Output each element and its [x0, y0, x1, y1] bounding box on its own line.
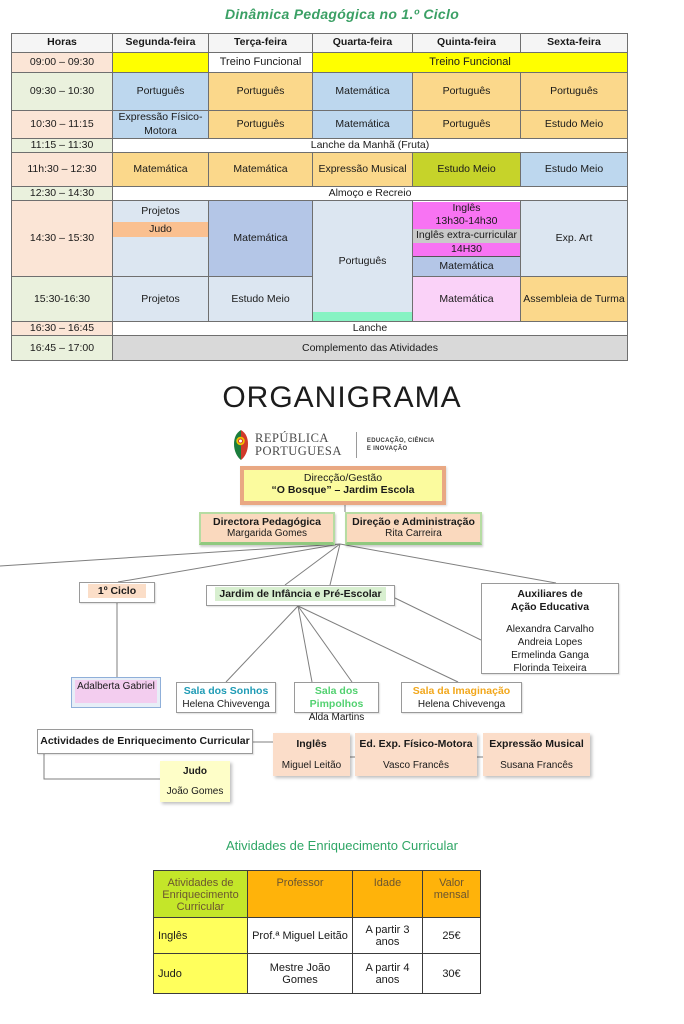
logo-line2: PORTUGUESA [255, 444, 342, 458]
directora-pedagogica-box [199, 512, 335, 545]
time-0930: 09:30 – 10:30 [12, 73, 113, 111]
cell-mon-projetos: Projetos [141, 205, 180, 218]
auxiliares-title-line2: Ação Educativa [510, 601, 590, 613]
cell-fri-1530: Assembleia de Turma [521, 277, 628, 322]
ed-exp-fisico-motora-title: Ed. Exp. Físico-Motora [359, 738, 473, 750]
auxiliar-name: Alexandra Carvalho [506, 624, 594, 635]
time-1530: 15:30-16:30 [12, 277, 113, 322]
aec-activity: Judo [154, 954, 248, 994]
primeiro-ciclo-label: 1º Ciclo [88, 584, 146, 598]
aec-row-judo [154, 954, 481, 994]
header-horas: Horas [12, 34, 113, 53]
cell-thu-1130: Estudo Meio [413, 153, 521, 187]
time-1130: 11h:30 – 12:30 [12, 153, 113, 187]
directora-pedagogica-name: Margarida Gomes [226, 528, 308, 539]
auxiliares-box [481, 583, 619, 674]
direcao-administracao-title: Direção e Administração [352, 516, 475, 528]
time-1030: 10:30 – 11:15 [12, 111, 113, 139]
cell-thu-1030: Português [413, 111, 521, 139]
cell-lanche-manha: Lanche da Manhã (Fruta) [113, 139, 628, 153]
actividades-enriquecimento-label: Actividades de Enriquecimento Curricular [40, 735, 250, 747]
sala-da-imaginacao-name: Helena Chivevenga [417, 699, 506, 710]
aec-valor: 30€ [423, 954, 481, 994]
cell-wed-1430 [313, 201, 413, 322]
aec-professor: Prof.ª Miguel Leitão [248, 918, 353, 954]
actividades-enriquecimento-box [37, 729, 253, 754]
aec-header-row [154, 871, 481, 918]
ingles-title: Inglês [296, 738, 327, 750]
auxiliares-title-line1: Auxiliares de [517, 588, 583, 600]
logo-line1: REPÚBLICA [255, 431, 329, 445]
aec-activity: Inglês [154, 918, 248, 954]
expressao-musical-box [483, 733, 590, 776]
judo-title: Judo [183, 766, 207, 777]
cell-thu-ingles-hora: 13h30-14h30 [435, 215, 498, 228]
cell-wedfri-0900: Treino Funcional [313, 53, 628, 73]
republica-portuguesa-logo [232, 429, 435, 461]
row-1430 [12, 201, 628, 277]
cell-almoco: Almoço e Recreio [113, 187, 628, 201]
sala-da-imaginacao-box [401, 682, 522, 713]
row-1130 [12, 153, 628, 187]
auxiliar-name: Ermelinda Ganga [511, 650, 589, 661]
time-1630: 16:30 – 16:45 [12, 322, 113, 336]
aec-header-professor: Professor [248, 871, 353, 918]
cell-tue-1530: Estudo Meio [209, 277, 313, 322]
sala-dos-pimpolhos-name: Alda Martins [308, 712, 365, 723]
cell-wed-portugues: Português [338, 254, 387, 267]
cell-thu-extra: Inglês extra-curricular [413, 229, 520, 243]
logo-right-line2: E INOVAÇÃO [366, 446, 408, 452]
row-1630 [12, 322, 628, 336]
header-segunda: Segunda-feira [113, 34, 209, 53]
cell-wed-1130: Expressão Musical [313, 153, 413, 187]
sala-dos-sonhos-box [176, 682, 276, 713]
ingles-box [273, 733, 350, 776]
expressao-musical-teacher: Susana Francês [500, 760, 573, 771]
schedule-title: Dinâmica Pedagógica no 1.º Ciclo [224, 6, 460, 22]
cell-thu-0930: Português [413, 73, 521, 111]
cell-fri-1130: Estudo Meio [521, 153, 628, 187]
cell-mon-1130: Matemática [113, 153, 209, 187]
judo-teacher: João Gomes [166, 786, 224, 797]
o-bosque-label: “O Bosque” – Jardim Escola [271, 484, 415, 496]
row-1230 [12, 187, 628, 201]
aec-idade: A partir 4 anos [353, 954, 423, 994]
direcao-administracao-box [345, 512, 482, 545]
time-1230: 12:30 – 14:30 [12, 187, 113, 201]
cell-tue-1130: Matemática [209, 153, 313, 187]
row-1030 [12, 111, 628, 139]
aec-valor: 25€ [423, 918, 481, 954]
aec-header-idade: Idade [353, 871, 423, 918]
ed-exp-fisico-motora-box [355, 733, 477, 776]
judo-box [160, 761, 230, 802]
cell-thu-extra-hora: 14H30 [413, 243, 520, 257]
ed-exp-fisico-motora-teacher: Vasco Francês [383, 760, 449, 771]
sala-dos-sonhos-title: Sala dos Sonhos [183, 685, 269, 697]
header-quarta: Quarta-feira [313, 34, 413, 53]
sala-dos-sonhos-name: Helena Chivevenga [182, 699, 270, 710]
primeiro-ciclo-box [79, 582, 155, 603]
portugal-emblem-icon [232, 429, 250, 461]
aec-row-ingles [154, 918, 481, 954]
sala-dos-pimpolhos-box [294, 682, 379, 723]
time-0900: 09:00 – 09:30 [12, 53, 113, 73]
sala-da-imaginacao-title: Sala da Imaginação [412, 685, 511, 697]
cell-wed-0930: Matemática [313, 73, 413, 111]
cell-thu-ingles: Inglês [452, 202, 481, 215]
header-terca: Terça-feira [209, 34, 313, 53]
aec-idade: A partir 3 anos [353, 918, 423, 954]
cell-tue-1030: Português [209, 111, 313, 139]
mint-strip [313, 312, 412, 321]
logo-divider [356, 432, 357, 458]
header-sexta: Sexta-feira [521, 34, 628, 53]
aec-table [153, 870, 481, 994]
row-0930 [12, 73, 628, 111]
cell-thu-1430 [413, 201, 521, 277]
cell-fri-0930: Português [521, 73, 628, 111]
cell-complemento: Complemento das Atividades [113, 336, 628, 361]
row-0900 [12, 53, 628, 73]
cell-wed-1030: Matemática [313, 111, 413, 139]
cell-tue-1430: Matemática [209, 201, 313, 277]
cell-lanche: Lanche [113, 322, 628, 336]
direccao-gestao-label: Direcção/Gestão [303, 472, 383, 484]
aec-professor: Mestre João Gomes [248, 954, 353, 994]
cell-fri-1030: Estudo Meio [521, 111, 628, 139]
row-1115 [12, 139, 628, 153]
cell-fri-1430: Exp. Art [521, 201, 628, 277]
auxiliar-name: Florinda Teixeira [513, 663, 587, 674]
time-1115: 11:15 – 11:30 [12, 139, 113, 153]
adalberta-gabriel-box [71, 677, 161, 708]
jardim-infancia-box [206, 585, 395, 606]
jardim-infancia-label: Jardim de Infância e Pré-Escolar [215, 587, 385, 601]
aec-header-valor: Valor mensal [423, 871, 481, 918]
direcao-administracao-name: Rita Carreira [385, 528, 442, 539]
time-1645: 16:45 – 17:00 [12, 336, 113, 361]
cell-tue-0930: Português [209, 73, 313, 111]
auxiliar-name: Andreia Lopes [517, 637, 583, 648]
ingles-teacher: Miguel Leitão [281, 760, 342, 771]
aec-header-activity: Atividades de Enriquecimento Curricular [154, 871, 248, 918]
cell-thu-matematica: Matemática [413, 257, 520, 276]
row-1645 [12, 336, 628, 361]
cell-mon-judo: Judo [113, 222, 208, 237]
cell-mon-1030: Expressão Físico-Motora [113, 111, 209, 139]
header-quinta: Quinta-feira [413, 34, 521, 53]
expressao-musical-title: Expressão Musical [489, 738, 584, 750]
schedule-header-row [12, 34, 628, 53]
logo-right-line1: EDUCAÇÃO, CIÊNCIA [366, 438, 435, 444]
schedule-table [11, 33, 628, 361]
cell-mon-0930: Português [113, 73, 209, 111]
time-1430: 14:30 – 15:30 [12, 201, 113, 277]
organigram-title: ORGANIGRAMA [222, 381, 462, 414]
cell-mon-0900 [113, 53, 209, 73]
adalberta-gabriel-label: Adalberta Gabriel [75, 680, 157, 703]
direccao-gestao-box [240, 466, 446, 505]
cell-mon-1530: Projetos [113, 277, 209, 322]
aec-table-title: Atividades de Enriquecimento Curricular [226, 838, 458, 853]
cell-mon-1430 [113, 201, 209, 277]
cell-tue-0900: Treino Funcional [209, 53, 313, 73]
directora-pedagogica-title: Directora Pedagógica [213, 516, 321, 528]
cell-thu-1530: Matemática [413, 277, 521, 322]
sala-dos-pimpolhos-title: Sala dos Pimpolhos [309, 685, 364, 710]
